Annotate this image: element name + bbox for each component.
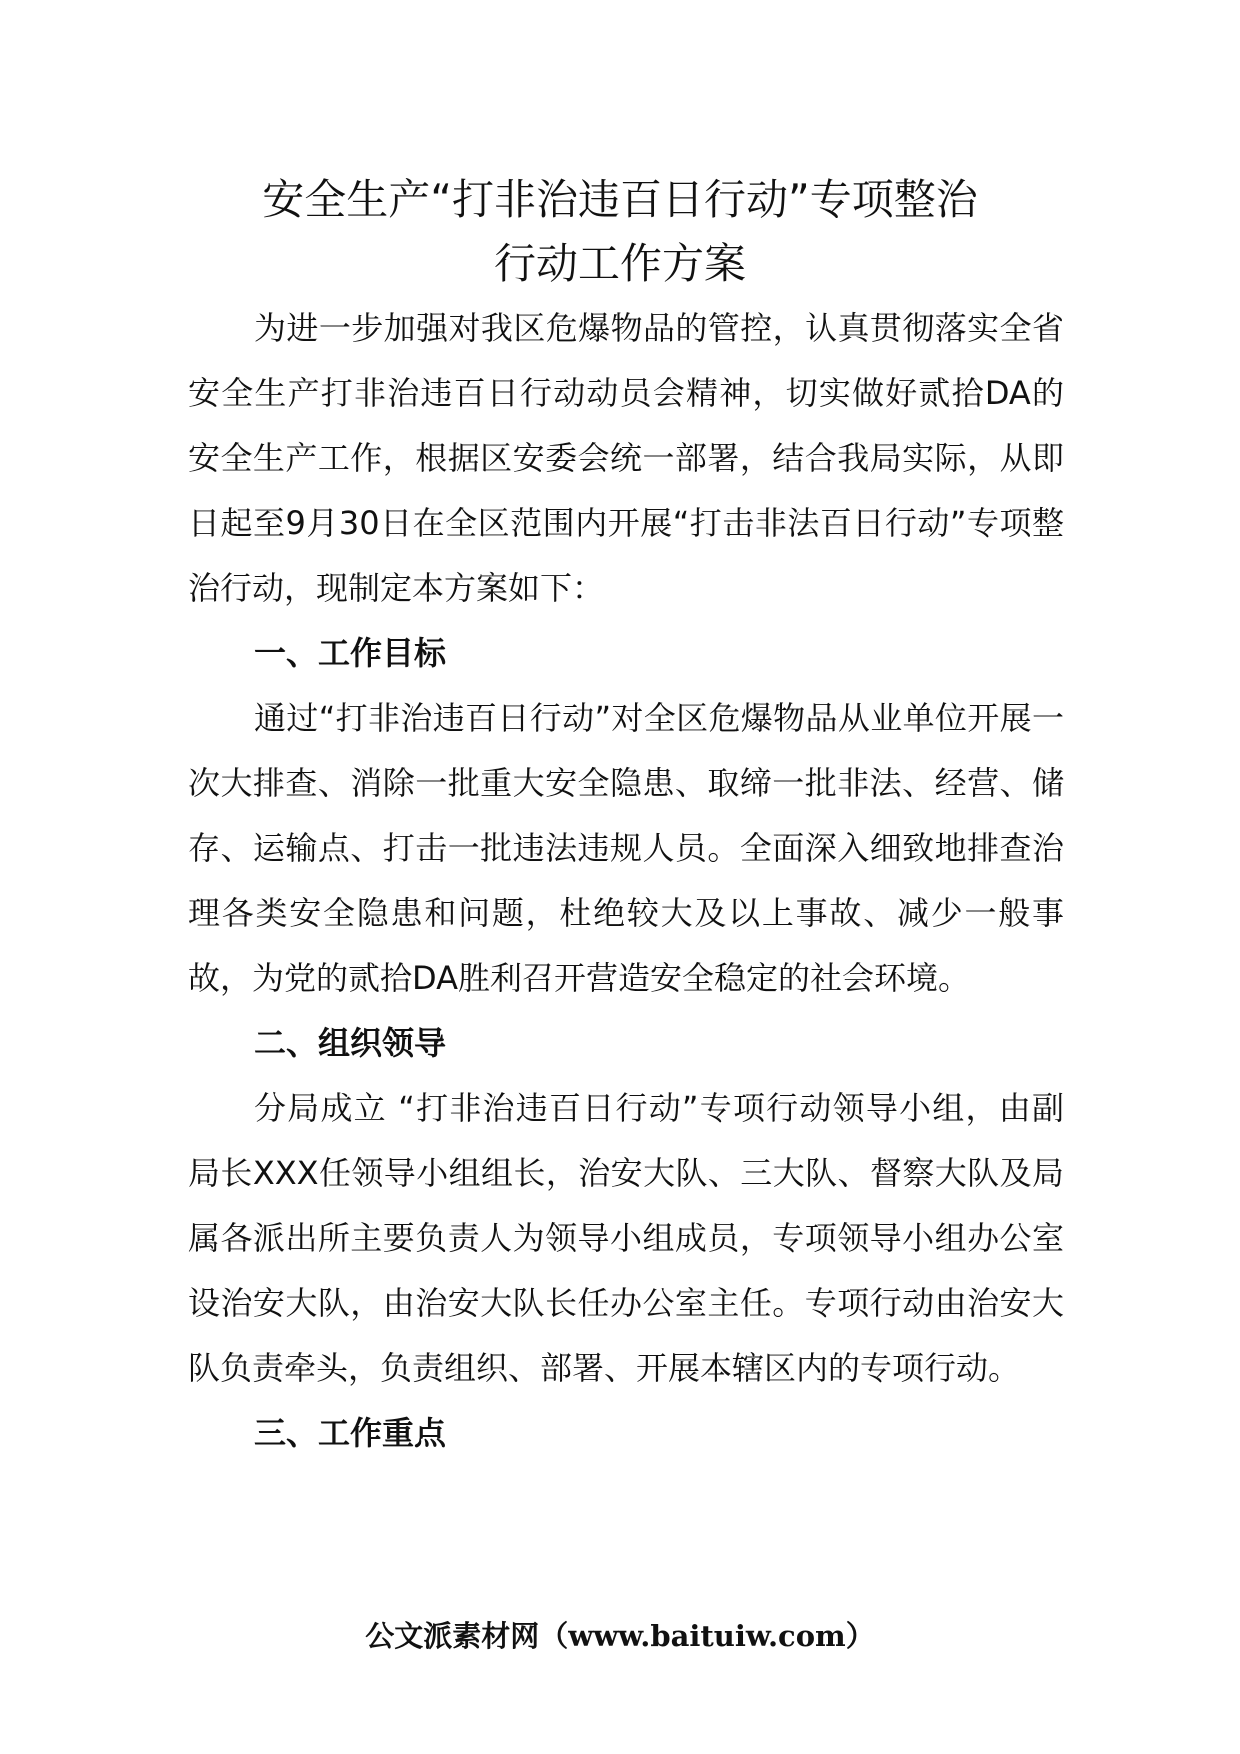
section-paragraph-leadership: 分局成立 “打非治违百日行动”专项行动领导小组，由副局长XXX任领导小组组长，治安大队、三大队、督察大队及局属各派出所主要负责人为领导小组成员，专项领导小组办公室设治安大队，由治安大队长任办公室主任。专项行动由治安大队负责牵头，负责组织、部署、开展本辖区内的专项行动。 bbox=[188, 1089, 1064, 1387]
footer-watermark: 公文派素材网（www.baituiw.com） bbox=[365, 1619, 875, 1653]
section-heading-goals: 一、工作目标 bbox=[254, 634, 447, 672]
document-title-line2: 行动工作方案 bbox=[493, 239, 746, 288]
document-title-line1: 安全生产“打非治违百日行动”专项整治 bbox=[262, 175, 978, 224]
section-paragraph-goals: 通过“打非治违百日行动”对全区危爆物品从业单位开展一次大排查、消除一批重大安全隐患、取缔一批非法、经营、储存、运输点、打击一批违法违规人员。全面深入细致地排查治理各类安全隐患和问题，杜绝较大及以上事故、减少一般事故，为党的贰拾DA胜利召开营造安全稳定的社会环境。 bbox=[188, 699, 1064, 997]
section-heading-priorities: 三、工作重点 bbox=[254, 1414, 447, 1452]
section-heading-leadership: 二、组织领导 bbox=[254, 1024, 447, 1062]
document-body bbox=[188, 296, 1064, 1466]
intro-paragraph: 为进一步加强对我区危爆物品的管控，认真贯彻落实全省安全生产打非治违百日行动动员会精神，切实做好贰拾DA的安全生产工作，根据区安委会统一部署，结合我局实际，从即日起至9月30日在全区范围内开展“打击非法百日行动”专项整治行动，现制定本方案如下： bbox=[188, 309, 1064, 607]
